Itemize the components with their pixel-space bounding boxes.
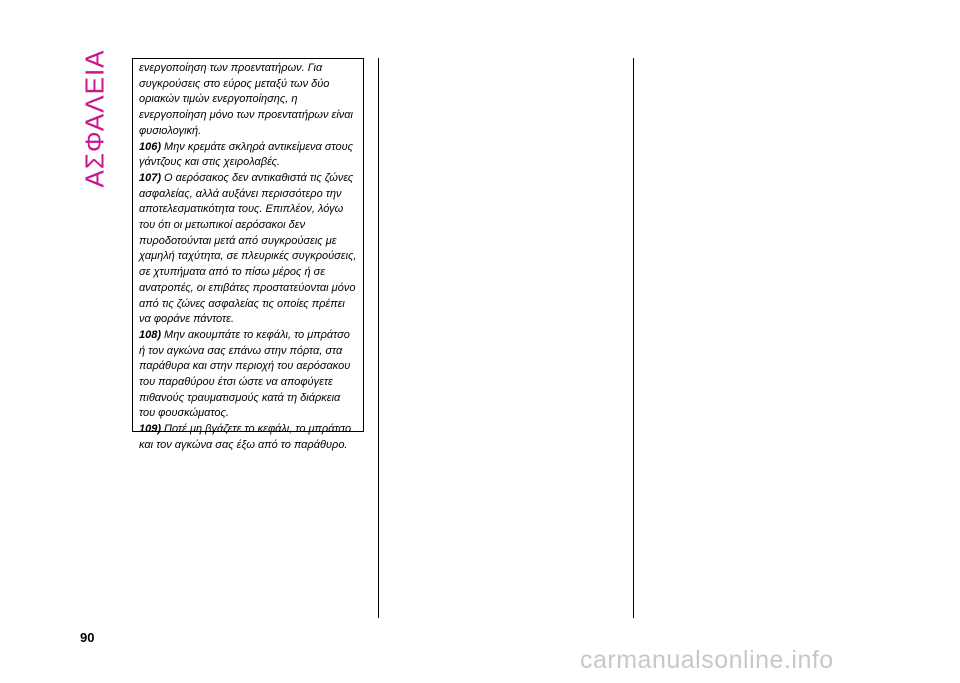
warning-number: 109) — [139, 423, 162, 436]
warning-107 — [139, 171, 359, 328]
section-title — [78, 48, 112, 188]
warning-text: Μην κρεμάτε σκληρά αντικείμενα στους γάντζους και στις χειρολαβές. — [139, 140, 353, 169]
warning-text: Μην ακουμπάτε το κεφάλι, το μπράτσο ή τον αγκώνα σας επάνω στην πόρτα, στα παράθυρα και στην περιοχή του αερόσακου του παραθύρου έτσι ώστε να αποφύγετε πιθανούς τραυματισμούς κατά τη διάρκεια του φουσκώματος. — [139, 328, 351, 420]
section-title-text: ΑΣΦΑΛΕΙΑ — [79, 48, 110, 188]
warning-continuation — [139, 61, 359, 140]
warning-109 — [139, 422, 359, 453]
warning-number: 108) — [139, 328, 162, 341]
column-divider-1 — [378, 58, 379, 618]
warning-text: Ποτέ μη βγάζετε το κεφάλι, το μπράτσο και τον αγκώνα σας έξω από το παράθυρο. — [139, 423, 352, 451]
warnings-box — [132, 58, 364, 451]
warning-108 — [139, 328, 359, 422]
warning-number: 106) — [139, 140, 162, 153]
warning-106 — [139, 140, 359, 171]
warning-number: 107) — [139, 171, 162, 184]
warning-text: ενεργοποίηση των προεντατήρων. Για συγκρούσεις στο εύρος μεταξύ των δύο οριακών τιμών ενεργοποίησης, η ενεργοποίηση μόνο των προεντατήρων είναι φυσιολογική. — [139, 62, 354, 137]
warning-text: Ο αερόσακος δεν αντικαθιστά τις ζώνες ασφαλείας, αλλά αυξάνει περισσότερο την αποτελεσματικότητα τους. Επιπλέον, λόγω του ότι οι μετωπικοί αερόσακοι δεν πυροδοτούνται μετά από συγκρούσεις με χαμηλή ταχύτητα, σε πλευρικές συγκρούσεις, σε χτυπήματα από το πίσω μέρος ή σε ανατροπές, οι επιβάτες προστατεύονται μόνο από τις ζώνες ασφαλείας τις οποίες πρέπει να φοράνε πάντοτε. — [139, 171, 357, 326]
watermark: carmanualsonline.info — [580, 646, 834, 674]
column-divider-2 — [633, 58, 634, 618]
page-number: 90 — [80, 630, 95, 645]
